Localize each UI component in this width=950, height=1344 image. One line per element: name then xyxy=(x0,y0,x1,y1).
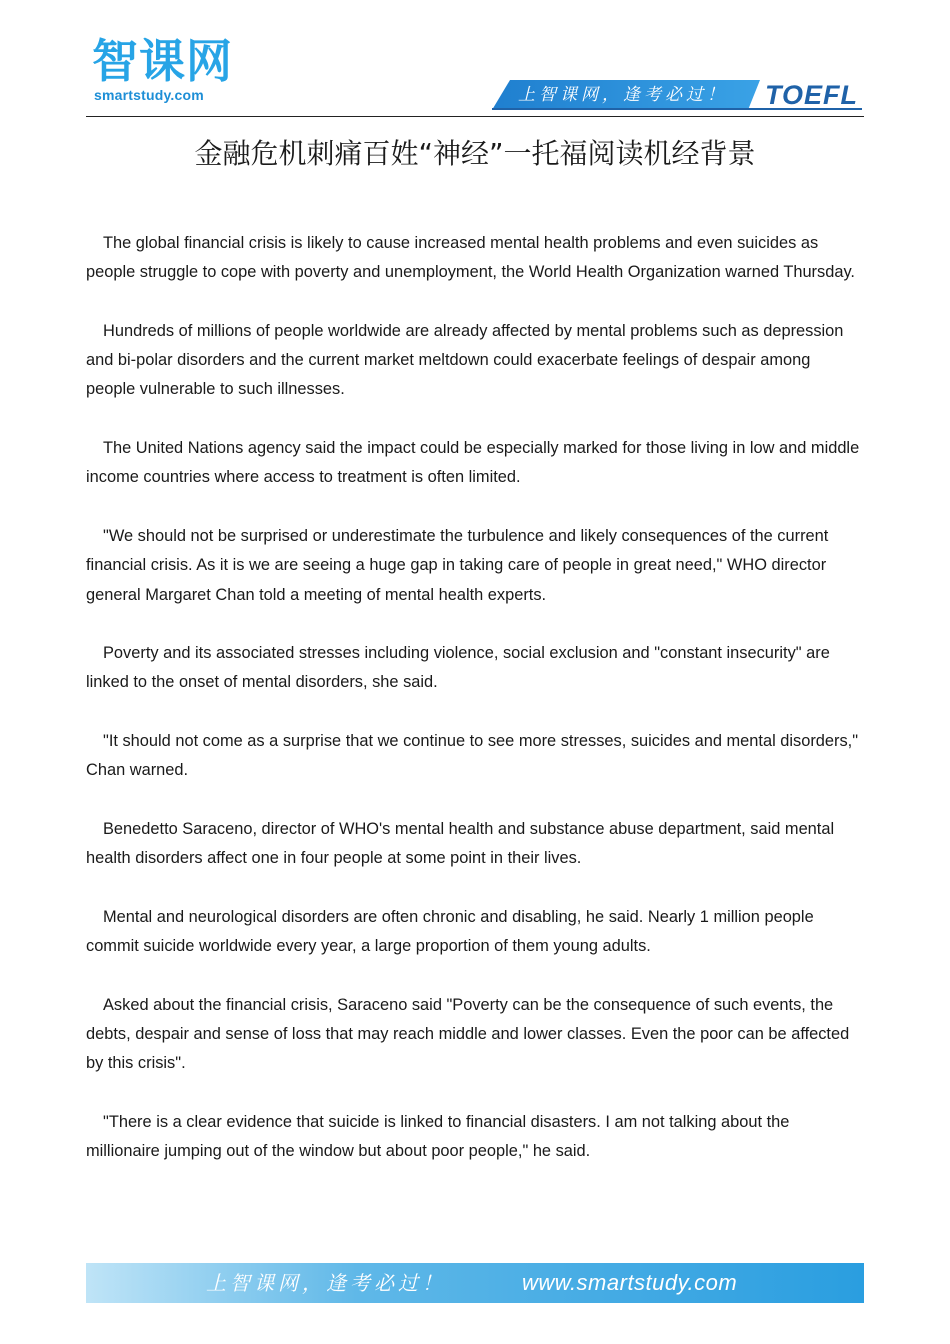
toefl-tag: TOEFL xyxy=(764,80,858,110)
paragraph: Mental and neurological disorders are often chronic and disabling, he said. Nearly 1 million people commit suicide worldwide every year, a large proportion of them young adults. xyxy=(86,907,814,956)
header-banner xyxy=(492,80,862,110)
paragraph: The United Nations agency said the impact could be especially marked for those living in low and middle income countries where access to treatment is often limited. xyxy=(86,439,860,487)
logo-chinese-text: 智课网 xyxy=(92,34,233,88)
paragraph: "We should not be surprised or underestimate the turbulence and likely consequences of the current financial crisis. As it is we are seeing a huge gap in taking care of people in great need," WHO director general Margaret Chan told a meeting of mental health experts. xyxy=(86,526,829,604)
smartstudy-logo[interactable] xyxy=(92,34,262,104)
paragraph: "It should not come as a surprise that we continue to see more stresses, suicides and mental disorders," Chan warned. xyxy=(86,732,859,780)
footer-banner xyxy=(86,1263,864,1303)
footer-url-link[interactable]: www.smartstudy.com xyxy=(522,1270,738,1295)
banner-slogan: 上智课网，逢考必过！ xyxy=(518,85,728,105)
logo-domain-text: smartstudy.com xyxy=(94,87,204,103)
paragraph: Asked about the financial crisis, Saraceno said "Poverty can be the consequence of such events, the debts, despair and sense of loss that may reach middle and lower classes. Even the poor can be affected by this crisis". xyxy=(86,995,850,1073)
paragraph: Benedetto Saraceno, director of WHO's mental health and substance abuse department, said mental health disorders affect one in four people at some point in their lives. xyxy=(86,819,835,868)
footer-slogan: 上智课网，逢考必过！ xyxy=(206,1271,446,1295)
article-body xyxy=(86,229,864,1196)
paragraph: Poverty and its associated stresses including violence, social exclusion and "constant insecurity" are linked to the onset of mental disorders, she said. xyxy=(86,644,830,692)
paragraph: The global financial crisis is likely to cause increased mental health problems and even suicides as people struggle to cope with poverty and unemployment, the World Health Organization warned Thursday. xyxy=(86,234,855,282)
document-title: 金融危机刺痛百姓“神经”一托福阅读机经背景 xyxy=(194,137,756,170)
paragraph: Hundreds of millions of people worldwide are already affected by mental problems such as depression and bi-polar disorders and the current market meltdown could exacerbate feelings of despair among people vulnerable to such illnesses. xyxy=(86,321,844,399)
paragraph: "There is a clear evidence that suicide is linked to financial disasters. I am not talking about the millionaire jumping out of the window but about poor people," he said. xyxy=(86,1112,790,1161)
header-divider xyxy=(86,116,864,117)
